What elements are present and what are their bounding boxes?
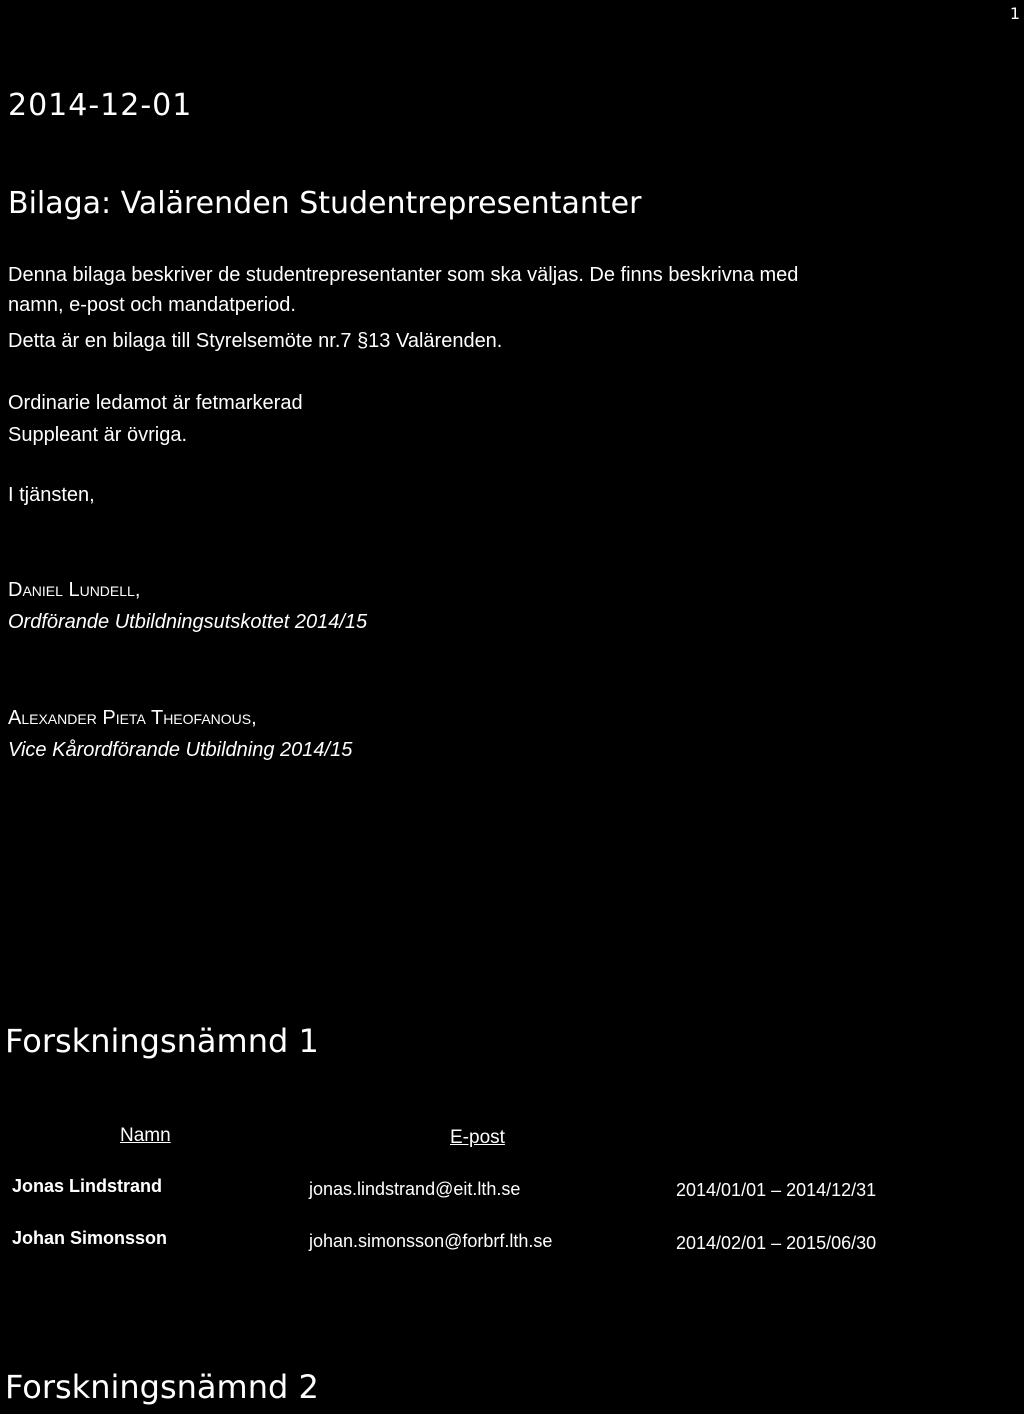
intro-line-1: Denna bilaga beskriver de studentrepresentanter som ska väljas. De finns beskrivna med <box>8 264 799 286</box>
member-name: Jonas Lindstrand <box>12 1176 163 1196</box>
member-email: jonas.lindstrand@eit.lth.se <box>309 1179 521 1199</box>
signatory-name: Alexander Pieta Theofanous, <box>8 707 257 729</box>
closing-phrase: I tjänsten, <box>8 484 95 506</box>
member-period: 2014/01/01 – 2014/12/31 <box>676 1180 877 1200</box>
signatory-role: Ordförande Utbildningsutskottet 2014/15 <box>8 611 368 633</box>
page-number: 1 <box>1009 4 1020 23</box>
section-heading: Forskningsnämnd 1 <box>5 1022 319 1060</box>
signatory-role: Vice Kårordförande Utbildning 2014/15 <box>8 739 353 761</box>
member-period: 2014/02/01 – 2015/06/30 <box>676 1233 877 1253</box>
member-email: johan.simonsson@forbrf.lth.se <box>309 1231 553 1251</box>
column-header-email: E-post <box>450 1127 505 1148</box>
document-title: Bilaga: Valärenden Studentrepresentanter <box>8 186 642 221</box>
member-name: Johan Simonsson <box>12 1228 168 1248</box>
signatory-name: Daniel Lundell, <box>8 579 141 601</box>
column-header-name: Namn <box>120 1125 171 1146</box>
legend-line-1: Ordinarie ledamot är fetmarkerad <box>8 392 303 414</box>
section-heading: Forskningsnämnd 2 <box>5 1368 319 1406</box>
intro-line-2: namn, e-post och mandatperiod. <box>8 294 296 316</box>
intro-line-3: Detta är en bilaga till Styrelsemöte nr.7 §13 Valärenden. <box>8 330 503 352</box>
legend-line-2: Suppleant är övriga. <box>8 424 188 446</box>
document-date: 2014-12-01 <box>8 88 193 123</box>
